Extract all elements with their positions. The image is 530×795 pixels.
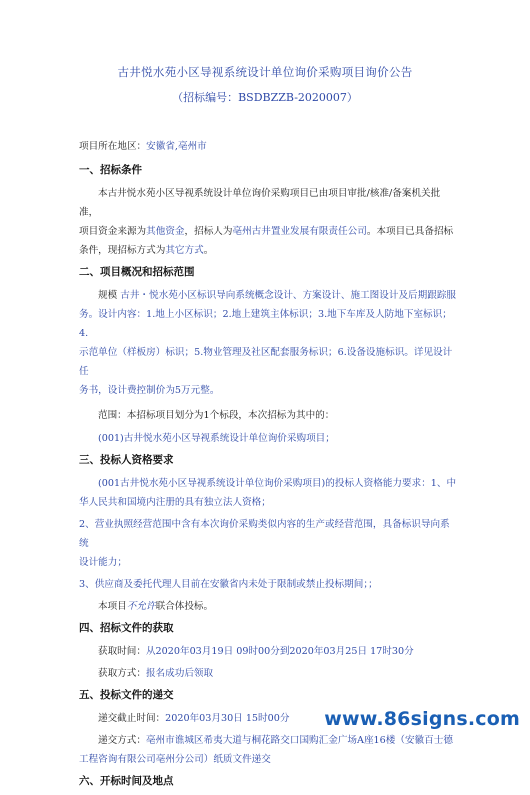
section-heading-4: 四、招标文件的获取 [79, 622, 174, 634]
joint-text: 联合体投标。 [155, 601, 214, 612]
page-title: 古井悦水苑小区导视系统设计单位询价采购项目询价公告 [117, 65, 413, 79]
obtain-method-value: 报名成功后领取 [145, 668, 214, 679]
s1-text: 项目资金来源为 [79, 226, 147, 237]
scale-label: 规模 [98, 290, 118, 301]
qual-line-3: 2、营业执照经营范围中含有本次询价采购类似内容的生产或经营范围，具备标识导向系统 [79, 519, 450, 549]
qual-line-4: 设计能力； [79, 557, 127, 568]
s1-line-2 [79, 222, 457, 241]
s1-text: 条件，现招标方式为 [79, 245, 166, 256]
obtain-time-value: 从2020年03月19日 09时00分到2020年03月25日 17时30分 [145, 646, 414, 657]
qual-line-5: 3、供应商及委托代理人目前在安徽省内未处于限制或禁止投标期间；； [79, 579, 378, 590]
s1-text: 。 [203, 245, 214, 256]
deadline-value: 2020年03月30日 15时00分 [165, 713, 290, 724]
s1-text: ，招标人为 [184, 226, 233, 237]
joint-bid-line [79, 597, 457, 616]
tender-method: 其它方式 [165, 245, 204, 256]
scale-line-1 [79, 286, 457, 305]
location-value: 安徽省,亳州市 [146, 141, 207, 152]
section-heading-3: 三、投标人资格要求 [79, 454, 174, 466]
obtain-method-label: 获取方式： [98, 668, 146, 679]
submit-form: 纸质文件递交 [213, 754, 271, 765]
project-location [79, 137, 457, 156]
document-body [79, 137, 457, 795]
scale-line-2: 务。设计内容：1.地上小区标识；2.地上建筑主体标识；3.地下车库及人防地下室标识；4. [79, 309, 452, 339]
submit-method-cont [79, 750, 457, 769]
joint-status: 不允许 [126, 601, 156, 612]
range-line: 范围：本招标项目划分为1个标段，本次招标为其中的： [98, 410, 335, 421]
tenderer-name: 亳州古井置业发展有限责任公司 [232, 226, 367, 237]
submit-method [79, 731, 457, 750]
s1-line-3 [79, 241, 457, 260]
qual-line-1: (001古井悦水苑小区导视系统设计单位询价采购项目)的投标人资格能力要求：1、中 [98, 478, 457, 489]
section-heading-6: 六、开标时间及地点 [79, 775, 174, 787]
submit-address: 亳州市谯城区希夷大道与桐花路交口国购汇金广场A座16楼（安徽百士德 [145, 735, 453, 746]
lot-line: (001)古井悦水苑小区导视系统设计单位询价采购项目； [98, 433, 335, 444]
section-heading-1: 一、招标条件 [79, 164, 142, 176]
scale-text: 古井・悦水苑小区标识导向系统概念设计、方案设计、施工图设计及后期跟踪服 [120, 290, 457, 301]
watermark: www.86signs.com [324, 708, 520, 730]
scale-line-3: 示范单位（样板房）标识；5.物业管理及社区配套服务标识；6.设备设施标识。详见设计任 [79, 347, 453, 377]
joint-text: 本项目 [98, 601, 127, 612]
location-label: 项目所在地区： [79, 141, 147, 152]
section-heading-2: 二、项目概况和招标范围 [79, 266, 195, 278]
qual-line-2: 华人民共和国境内注册的具有独立法人资格； [79, 497, 271, 508]
fund-source: 其他资金 [146, 226, 185, 237]
obtain-method [79, 664, 457, 683]
submit-method-label: 递交方式： [98, 735, 146, 746]
scale-line-4: 务书，设计费控制价为5万元整。 [79, 385, 220, 396]
obtain-time [79, 642, 457, 661]
bid-number: （招标编号：BSDBZZB-2020007） [172, 91, 358, 104]
s1-text: 。本项目已具备招标 [366, 226, 454, 237]
obtain-time-label: 获取时间： [98, 646, 146, 657]
s1-line-1: 本古井悦水苑小区导视系统设计单位询价采购项目已由项目审批/核准/备案机关批准， [79, 188, 441, 218]
submit-address-cont: 工程咨询有限公司亳州分公司） [79, 754, 214, 765]
section-heading-5: 五、投标文件的递交 [79, 689, 174, 701]
deadline-label: 递交截止时间： [98, 713, 166, 724]
